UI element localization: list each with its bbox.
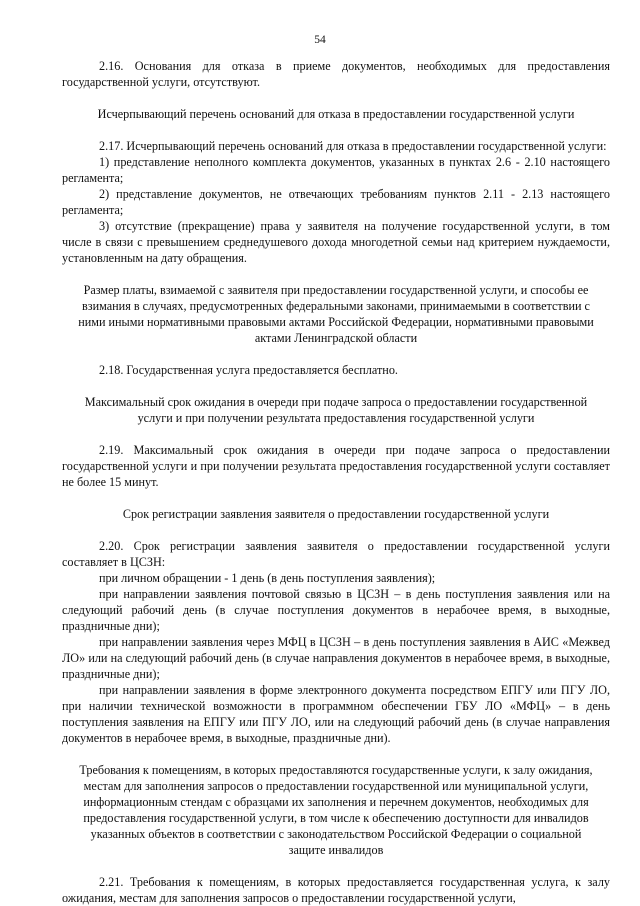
paragraph: 3) отсутствие (прекращение) права у заявителя на получение государственной услуги, в том числе в связи с превышением среднедушевого дохода многодетной семьи над критерием нуждаемости, установленным на дату обращения.	[62, 219, 610, 265]
document-body	[62, 58, 610, 906]
page-number: 54	[314, 34, 326, 46]
section-heading: Срок регистрации заявления заявителя о предоставлении государственной услуги	[122, 507, 550, 521]
paragraph: 2.20. Срок регистрации заявления заявителя о предоставлении государственной услуги составляет в ЦСЗН:	[62, 539, 610, 569]
paragraph: при направлении заявления почтовой связью в ЦСЗН – в день поступления заявления или на следующий рабочий день (в случае поступления документов в нерабочее время, в выходные, праздничные дни);	[62, 587, 610, 633]
paragraph: 2.19. Максимальный срок ожидания в очереди при подаче запроса о предоставлении государственной услуги и при получении результата предоставления государственной услуги составляет не более 15 минут.	[62, 443, 610, 489]
paragraph: 2.21. Требования к помещениям, в которых предоставляется государственная услуга, к залу ожидания, местам для заполнения запросов о предоставлении государственной услуги,	[62, 875, 610, 905]
section-heading: Размер платы, взимаемой с заявителя при предоставлении государственной услуги, и способы ее взимания в случаях, предусмотренных федеральными законами, принимаемыми в соответствии с ними иными нормативными правовыми актами Российской Федерации, нормативными правовыми актами Ленинградской области	[78, 283, 594, 345]
paragraph: при направлении заявления в форме электронного документа посредством ЕПГУ или ПГУ ЛО, при наличии технической возможности в программном обеспечении ГБУ ЛО «МФЦ» – в день поступления заявления на ЕПГУ или ПГУ ЛО, или на следующий рабочий день (в случае направления документов в нерабочее время, в выходные, праздничные дни).	[62, 683, 610, 745]
section-heading: Исчерпывающий перечень оснований для отказа в предоставлении государственной услуги	[97, 107, 575, 121]
paragraph: 2.16. Основания для отказа в приеме документов, необходимых для предоставления государственной услуги, отсутствуют.	[62, 59, 610, 89]
paragraph: 1) представление неполного комплекта документов, указанных в пунктах 2.6 - 2.10 настоящего регламента;	[62, 155, 610, 185]
paragraph: 2.18. Государственная услуга предоставляется бесплатно.	[99, 363, 398, 377]
paragraph: 2) представление документов, не отвечающих требованиям пунктов 2.11 - 2.13 настоящего регламента;	[62, 187, 610, 217]
paragraph: при личном обращении - 1 день (в день поступления заявления);	[99, 571, 436, 585]
section-heading: Требования к помещениям, в которых предоставляются государственные услуги, к залу ожидания, местам для заполнения запросов о предоставлении государственной или муниципальной услуги, информационным стендам с образцами их заполнения и перечнем документов, необходимых для предоставления государственной услуги, в том числе к обеспечению доступности для инвалидов указанных объектов в соответствии с законодательством Российской Федерации о социальной защите инвалидов	[79, 763, 593, 857]
paragraph: при направлении заявления через МФЦ в ЦСЗН – в день поступления заявления в АИС «Межвед ЛО» или на следующий рабочий день (в случае направления документов в нерабочее время, в выходные, праздничные дни);	[62, 635, 610, 681]
section-heading: Максимальный срок ожидания в очереди при подаче запроса о предоставлении государственной услуги и при получении результата предоставления государственной услуги	[84, 395, 588, 425]
paragraph: 2.17. Исчерпывающий перечень оснований для отказа в предоставлении государственной услуги:	[99, 139, 607, 153]
